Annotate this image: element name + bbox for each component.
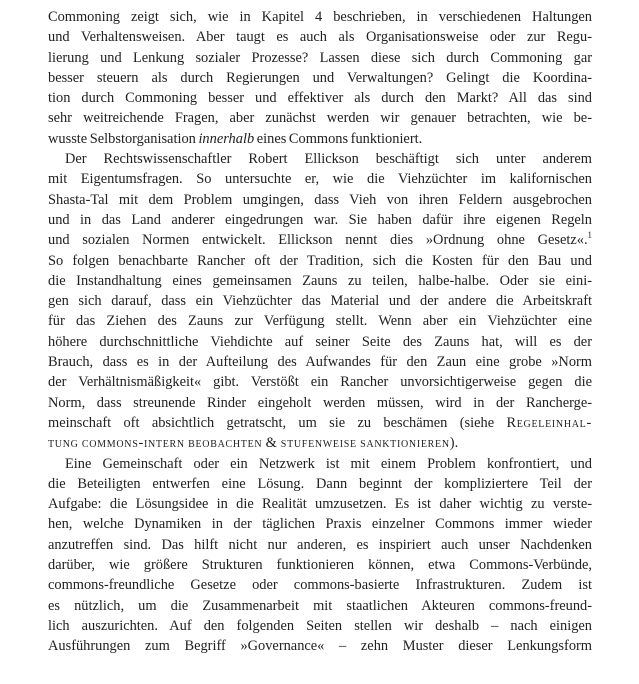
text-line bbox=[48, 291, 592, 311]
text-line bbox=[48, 332, 592, 352]
text-line bbox=[48, 129, 592, 149]
text-line bbox=[48, 251, 592, 271]
text-line bbox=[48, 535, 592, 555]
text-line bbox=[48, 311, 592, 331]
text-line bbox=[48, 169, 592, 189]
text-segment: Aufgabe: die Lösungsidee in die Realität umzusetzen. Es ist daher wichtig zu verste- bbox=[48, 496, 592, 513]
text-segment: Eine Gemeinschaft oder ein Netzwerk ist mit einem Problem konfrontiert, und bbox=[65, 455, 592, 472]
text-line bbox=[48, 271, 592, 291]
paragraph-1 bbox=[48, 7, 592, 149]
body-text-block bbox=[48, 7, 592, 657]
text-line bbox=[48, 454, 592, 474]
text-line bbox=[48, 494, 592, 514]
text-segment: die Instandhaltung eines gemeinsamen Zauns zu teilen, halbe-halbe. Oder sie eini- bbox=[48, 272, 592, 289]
text-line bbox=[48, 210, 592, 230]
text-segment: meinschaft oft absichtlich getratscht, um sie zu beschämen (siehe bbox=[48, 414, 507, 431]
italic-text: innerhalb bbox=[198, 130, 255, 147]
text-segment: hen, welche Dynamiken in der täglichen Praxis einzelner Commons immer wieder bbox=[48, 516, 592, 533]
text-segment: und sozialen Normen entwickelt. Ellickson nennt dies »Ordnung ohne Gesetz«. bbox=[48, 232, 588, 249]
text-line bbox=[48, 68, 592, 88]
text-segment: und Verhaltensweisen. Aber taugt es auch als Organisationsweise oder zur Regu- bbox=[48, 29, 592, 46]
text-segment: wusste Selbstorganisation bbox=[48, 130, 199, 147]
text-segment: anzutreffen sind. Das hilft nicht nur anderen, es inspiriert auch unser Nachdenken bbox=[48, 536, 592, 553]
text-line bbox=[48, 7, 592, 27]
footnote-marker: 1 bbox=[587, 230, 592, 241]
small-caps-reference: Regeleinhal- bbox=[506, 414, 592, 431]
text-line bbox=[48, 575, 592, 595]
text-segment: Der Rechtswissenschaftler Robert Ellickson beschäftigt sich unter anderem bbox=[65, 151, 592, 168]
text-segment: Norm, dass streunende Rinder eingeholt werden müssen, wird in der Rancherge- bbox=[48, 394, 592, 411]
small-caps-reference: tung commons-intern beobachten & stufenweise sanktionieren bbox=[48, 435, 450, 452]
text-line bbox=[48, 555, 592, 575]
text-segment: eines Commons funktioniert. bbox=[254, 130, 423, 147]
text-line bbox=[48, 596, 592, 616]
text-segment: tion durch Commoning besser und effektiver als durch den Markt? All das sind bbox=[48, 90, 592, 107]
text-segment: commons-freundliche Gesetze oder commons-basierte Infrastrukturen. Zudem ist bbox=[48, 577, 592, 594]
paragraph-2 bbox=[48, 149, 592, 453]
text-segment: Shasta-Tal mit dem Problem umgingen, dass Vieh von ihren Feldern ausgebrochen bbox=[48, 191, 592, 208]
text-segment: lierung und Lenkung sozialer Prozesse? Lassen diese sich durch Commoning gar bbox=[48, 49, 592, 66]
text-line bbox=[48, 636, 592, 656]
text-segment: gen sich darauf, dass ein Viehzüchter das Material und der andere die Arbeitskraft bbox=[48, 293, 592, 310]
text-line bbox=[48, 190, 592, 210]
text-segment: besser steuern als durch Regierungen und Verwaltungen? Gelingt die Koordina- bbox=[48, 69, 592, 86]
text-line bbox=[48, 230, 592, 250]
text-line bbox=[48, 514, 592, 534]
text-line bbox=[48, 149, 592, 169]
text-line bbox=[48, 352, 592, 372]
text-line bbox=[48, 616, 592, 636]
text-line bbox=[48, 372, 592, 392]
text-segment: So folgen benachbarte Rancher oft der Tradition, sich die Kosten für den Bau und bbox=[48, 252, 592, 269]
text-segment: darüber, wie größere Strukturen funktionieren können, etwa Commons-Verbünde, bbox=[48, 557, 592, 574]
text-segment: die Beteiligten entwerfen eine Lösung. Dann beginnt der kompliziertere Teil der bbox=[48, 475, 592, 492]
text-line bbox=[48, 48, 592, 68]
text-line bbox=[48, 108, 592, 128]
text-segment: lich auszurichten. Auf den folgenden Seiten stellen wir deshalb – nach einigen bbox=[48, 617, 592, 634]
text-line bbox=[48, 413, 592, 433]
text-segment: Brauch, dass es in der Aufteilung des Aufwandes für den Zaun eine grobe »Norm bbox=[48, 354, 592, 371]
text-segment: ). bbox=[449, 435, 459, 452]
text-line bbox=[48, 27, 592, 47]
text-segment: der Verhältnismäßigkeit« gibt. Verstößt ein Rancher unvorsichtigerweise gegen die bbox=[48, 374, 592, 391]
text-line bbox=[48, 433, 592, 453]
text-segment: und in das Land anderer eingedrungen war. Sie haben dafür ihre eigenen Regeln bbox=[48, 211, 592, 228]
text-segment: sehr weitreichende Fragen, aber zunächst werden wir genauer betrachten, wie be- bbox=[48, 110, 592, 127]
text-segment: es nützlich, um die Zusammenarbeit mit staatlichen Akteuren commons-freund- bbox=[48, 597, 592, 614]
text-segment: Commoning zeigt sich, wie in Kapitel 4 beschrieben, in verschiedenen Haltungen bbox=[48, 9, 592, 25]
text-segment: für das Ziehen des Zauns zur Verfügung stellt. Wenn aber ein Viehzüchter eine bbox=[48, 313, 592, 330]
text-segment: mit Eigentumsfragen. So untersuchte er, wie die Viehzüchter im kalifornischen bbox=[48, 171, 592, 188]
text-line bbox=[48, 474, 592, 494]
paragraph-3 bbox=[48, 454, 592, 657]
text-segment: höhere durchschnittliche Viehdichte auf seiner Seite des Zauns hat, will es der bbox=[48, 333, 592, 350]
text-line bbox=[48, 393, 592, 413]
text-line bbox=[48, 88, 592, 108]
text-segment: Ausführungen zum Begriff »Governance« – zehn Muster dieser Lenkungsform bbox=[48, 638, 592, 655]
